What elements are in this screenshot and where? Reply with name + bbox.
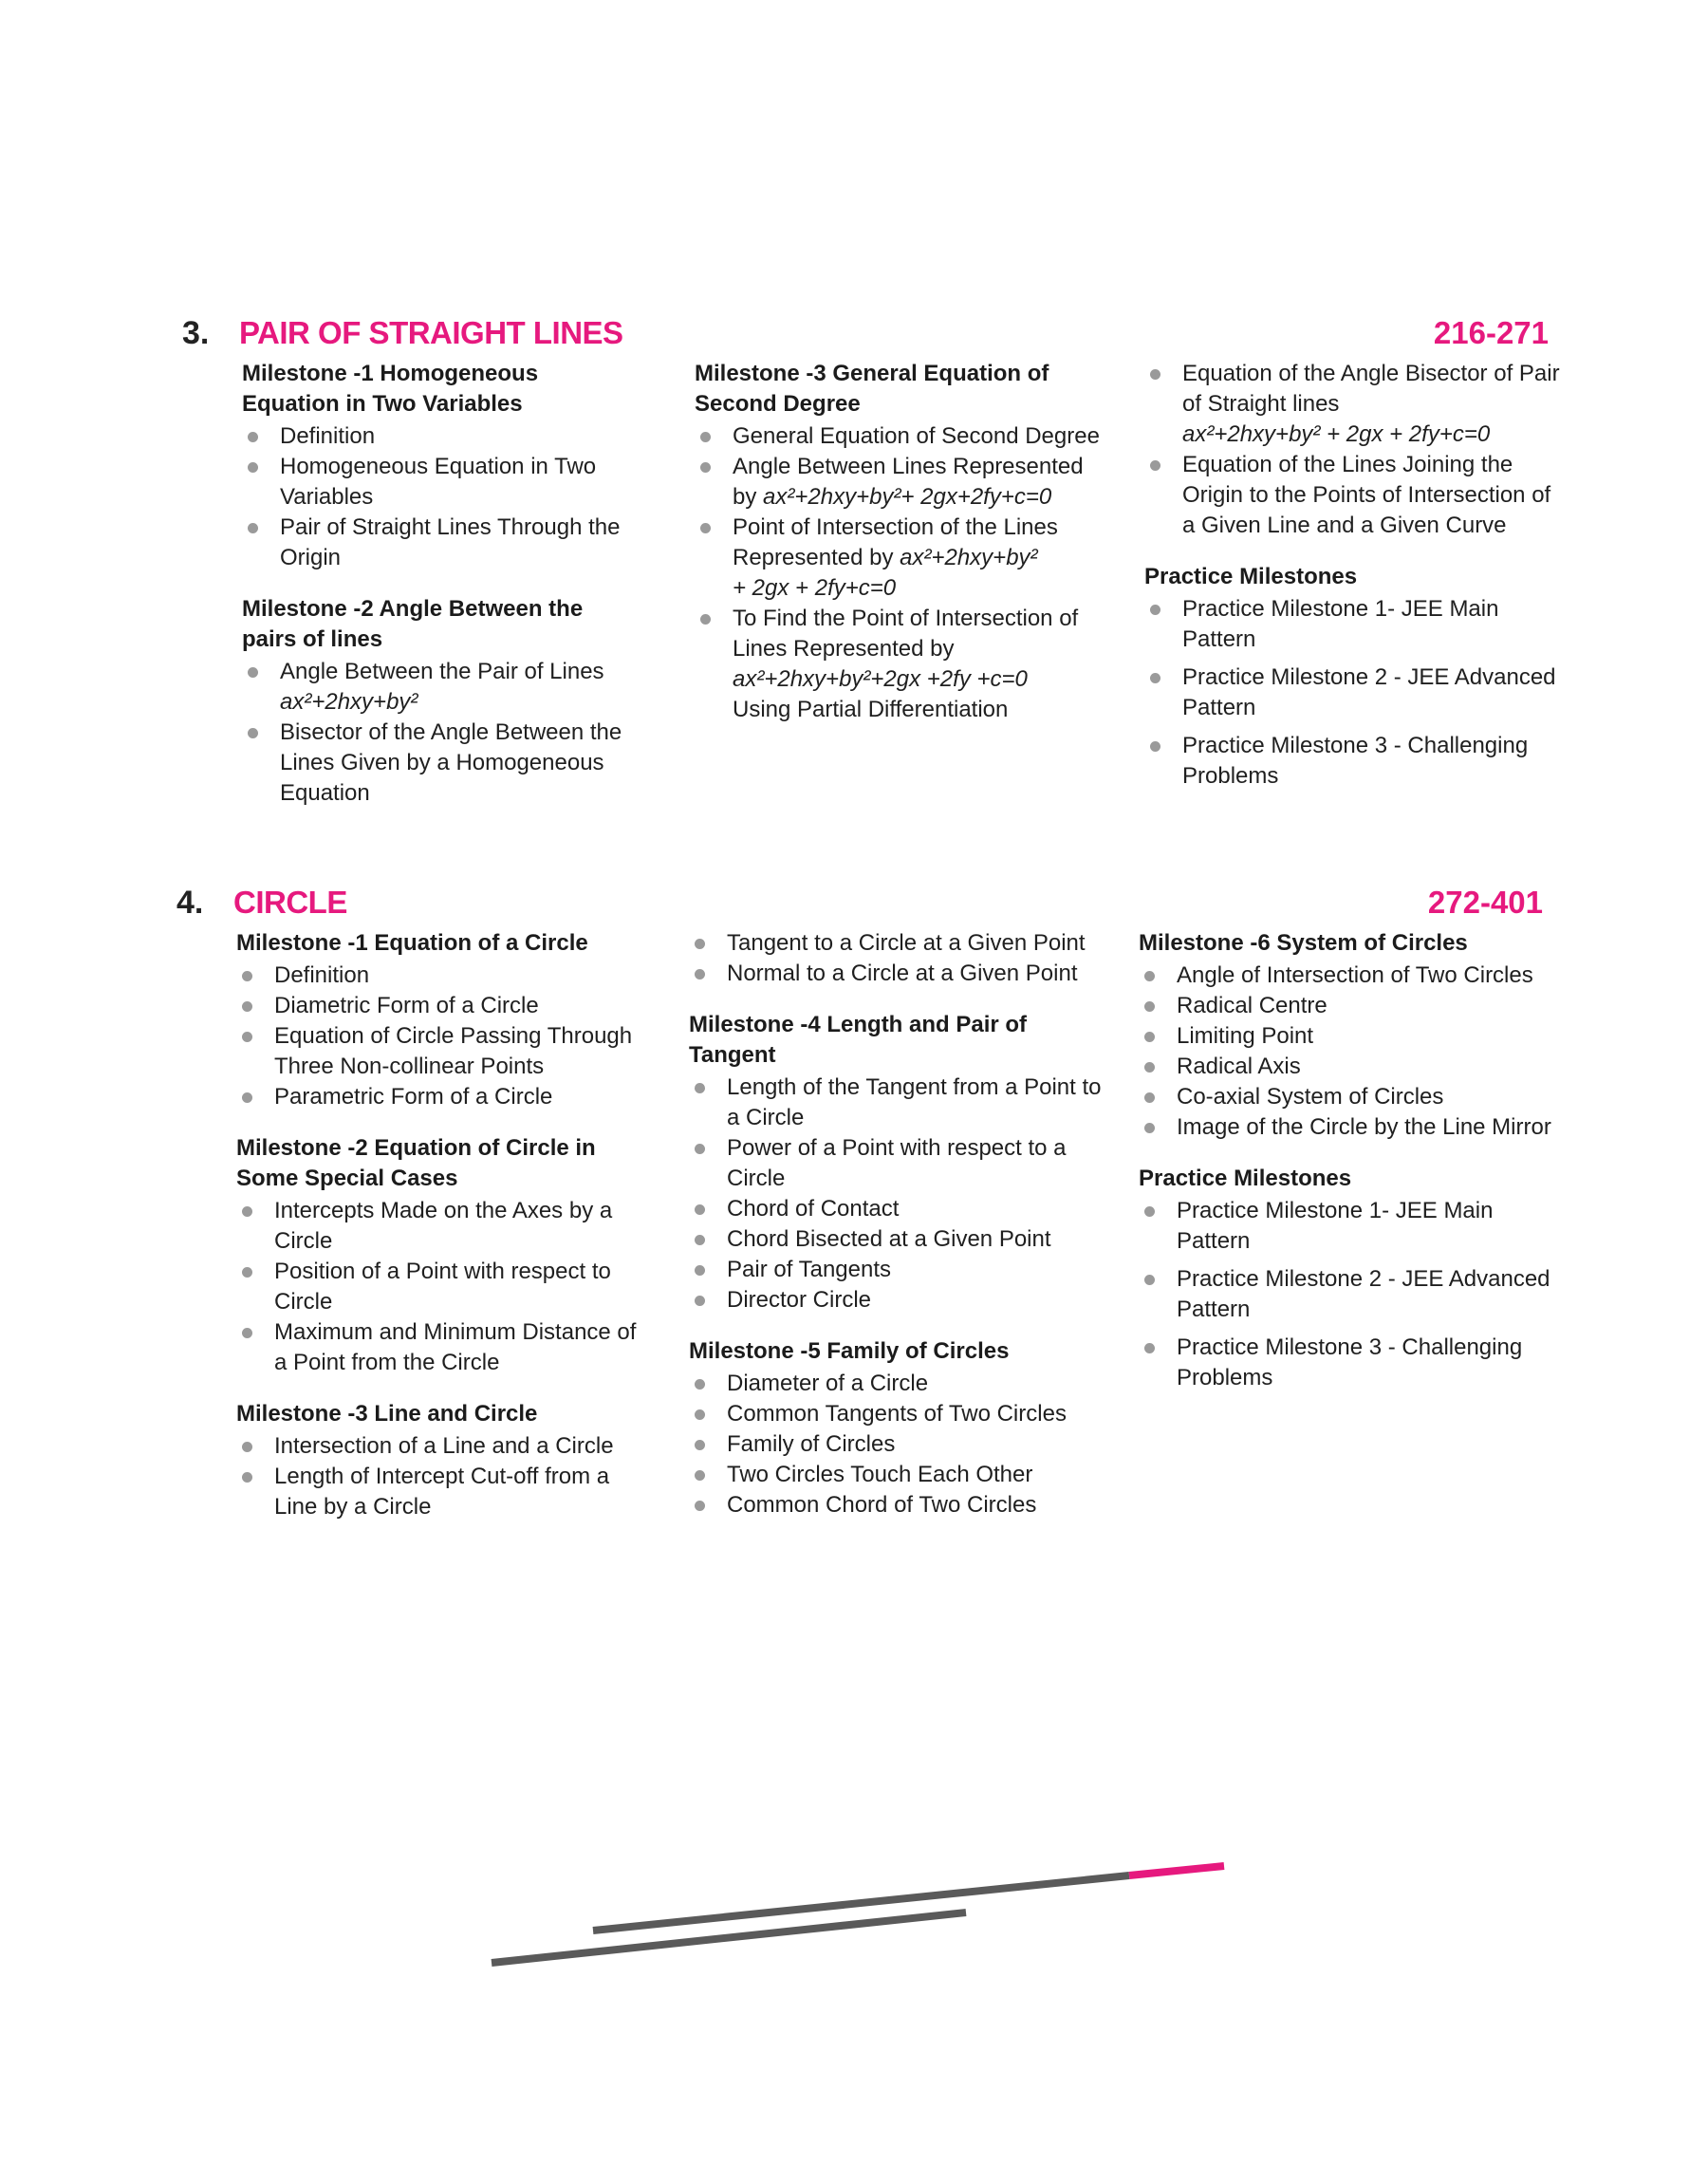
equation: ax²+2hxy+by² bbox=[280, 689, 418, 715]
list-item: Equation of the Angle Bisector of Pair of Straight lines ax²+2hxy+by² + 2gx + 2fy+c=0 bbox=[1144, 359, 1562, 450]
milestone-title: Milestone -3 Line and Circle bbox=[236, 1401, 538, 1427]
list-item: Practice Milestone 1- JEE Main Pattern bbox=[1139, 1196, 1556, 1257]
list-item: Practice Milestone 2 - JEE Advanced Pattern bbox=[1139, 1264, 1556, 1325]
list-item: Maximum and Minimum Distance of a Point from the Circle bbox=[236, 1317, 654, 1378]
chapter-title: CIRCLE bbox=[233, 885, 347, 920]
chapter-page-range: 216-271 bbox=[1433, 315, 1549, 350]
equation: ax²+2hxy+by² bbox=[900, 545, 1038, 570]
equation: ax²+2hxy+by²+2gx +2fy +c=0 bbox=[733, 666, 1028, 692]
list-item: Practice Milestone 1- JEE Main Pattern bbox=[1144, 594, 1562, 655]
stripe-accent bbox=[1129, 1866, 1224, 1875]
list-item: Radical Axis bbox=[1139, 1052, 1556, 1082]
list-item: Diameter of a Circle bbox=[689, 1369, 1106, 1399]
milestone-title: Milestone -2 Angle Between the pairs of lines bbox=[242, 596, 584, 652]
list-item: Point of Intersection of the Lines Represented by ax²+2hxy+by² + 2gx + 2fy+c=0 bbox=[695, 513, 1112, 604]
list-item: Family of Circles bbox=[689, 1429, 1106, 1460]
practice-milestones-title: Practice Milestones bbox=[1139, 1166, 1352, 1191]
milestone-title: Milestone -6 System of Circles bbox=[1139, 930, 1468, 956]
list-item: To Find the Point of Intersection of Lines Represented by ax²+2hxy+by²+2gx +2fy +c=0 Using Partial Differentiation bbox=[695, 604, 1112, 725]
list-item: Position of a Point with respect to Circle bbox=[236, 1257, 654, 1317]
list-item: Angle of Intersection of Two Circles bbox=[1139, 961, 1556, 991]
list-item: Limiting Point bbox=[1139, 1021, 1556, 1052]
list-item: Bisector of the Angle Between the Lines Given by a Homogeneous Equation bbox=[242, 718, 659, 809]
list-item: Parametric Form of a Circle bbox=[236, 1082, 654, 1112]
list-item: Length of Intercept Cut-off from a Line by a Circle bbox=[236, 1462, 654, 1522]
list-item: Definition bbox=[242, 421, 659, 452]
practice-milestones-title: Practice Milestones bbox=[1144, 564, 1358, 589]
list-item: Common Tangents of Two Circles bbox=[689, 1399, 1106, 1429]
list-item: Chord of Contact bbox=[689, 1194, 1106, 1224]
list-item: Normal to a Circle at a Given Point bbox=[689, 959, 1106, 989]
milestone-title: Milestone -1 Equation of a Circle bbox=[236, 930, 588, 956]
list-item: Length of the Tangent from a Point to a Circle bbox=[689, 1073, 1106, 1133]
list-item: Practice Milestone 3 - Challenging Problems bbox=[1144, 731, 1562, 792]
list-item: Intersection of a Line and a Circle bbox=[236, 1431, 654, 1462]
chapter-title: PAIR OF STRAIGHT LINES bbox=[239, 315, 623, 350]
chapter-number: 3. bbox=[182, 315, 210, 351]
list-item: Radical Centre bbox=[1139, 991, 1556, 1021]
milestone-title: Milestone -4 Length and Pair of Tangent bbox=[689, 1012, 1028, 1068]
list-item: Practice Milestone 3 - Challenging Problems bbox=[1139, 1333, 1556, 1393]
equation: ax²+2hxy+by² + 2gx + 2fy+c=0 bbox=[1182, 421, 1491, 447]
list-item: Pair of Tangents bbox=[689, 1255, 1106, 1285]
milestone-title: Milestone -5 Family of Circles bbox=[689, 1338, 1010, 1364]
list-item: Image of the Circle by the Line Mirror bbox=[1139, 1112, 1556, 1143]
list-item: Chord Bisected at a Given Point bbox=[689, 1224, 1106, 1255]
list-item: Angle Between Lines Represented by ax²+2hxy+by²+ 2gx+2fy+c=0 bbox=[695, 452, 1112, 513]
milestone-title: Milestone -2 Equation of Circle in Some Special Cases bbox=[236, 1135, 596, 1191]
list-item: Common Chord of Two Circles bbox=[689, 1490, 1106, 1521]
list-item: Power of a Point with respect to a Circle bbox=[689, 1133, 1106, 1194]
list-item: Equation of Circle Passing Through Three Non-collinear Points bbox=[236, 1021, 654, 1082]
list-item: General Equation of Second Degree bbox=[695, 421, 1112, 452]
equation: + 2gx + 2fy+c=0 bbox=[733, 575, 897, 601]
list-item: Two Circles Touch Each Other bbox=[689, 1460, 1106, 1490]
list-item: Equation of the Lines Joining the Origin to the Points of Intersection of a Given Line and a Given Curve bbox=[1144, 450, 1562, 541]
milestone-title: Milestone -3 General Equation of Second Degree bbox=[695, 361, 1049, 417]
list-item: Angle Between the Pair of Lines ax²+2hxy+by² bbox=[242, 657, 659, 718]
list-item: Intercepts Made on the Axes by a Circle bbox=[236, 1196, 654, 1257]
list-item: Tangent to a Circle at a Given Point bbox=[689, 928, 1106, 959]
list-item: Diametric Form of a Circle bbox=[236, 991, 654, 1021]
list-item: Definition bbox=[236, 961, 654, 991]
list-item: Director Circle bbox=[689, 1285, 1106, 1315]
list-item: Pair of Straight Lines Through the Origin bbox=[242, 513, 659, 573]
list-item: Homogeneous Equation in Two Variables bbox=[242, 452, 659, 513]
milestone-title: Milestone -1 Homogeneous Equation in Two Variables bbox=[242, 361, 539, 417]
chapter-number: 4. bbox=[176, 885, 204, 921]
chapter-page-range: 272-401 bbox=[1427, 885, 1543, 920]
list-item: Practice Milestone 2 - JEE Advanced Pattern bbox=[1144, 662, 1562, 723]
equation: ax²+2hxy+by²+ 2gx+2fy+c=0 bbox=[763, 484, 1052, 510]
list-item: Co-axial System of Circles bbox=[1139, 1082, 1556, 1112]
